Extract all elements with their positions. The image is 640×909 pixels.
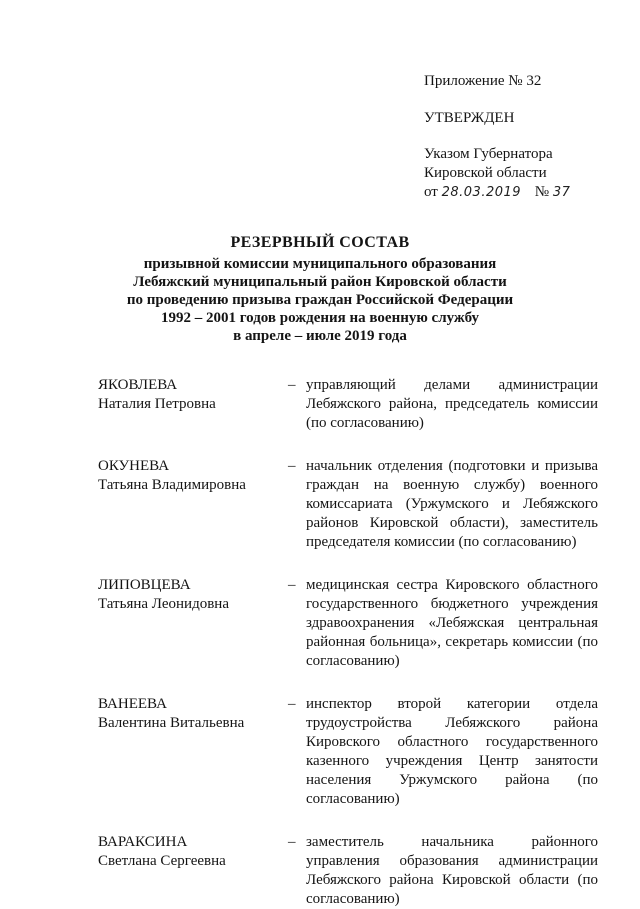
handwritten-date: 28.03.2019: [441, 185, 522, 200]
member-surname: ЯКОВЛЕВА: [98, 377, 178, 393]
member-dash: –: [288, 458, 296, 474]
member-entry: [98, 833, 598, 909]
title-line: в апреле – июле 2019 года: [233, 328, 407, 344]
approved-label: УТВЕРЖДЕН: [424, 110, 515, 126]
approval-header: [424, 72, 570, 202]
appendix-number: Приложение № 32: [424, 73, 542, 89]
member-given-name: Татьяна Владимировна: [98, 477, 246, 493]
member-role: медицинская сестра Кировского областного государственного бюджетного учреждения здравоохранения «Лебяжская центральная районная больница», секретарь комиссии (по согласованию): [306, 577, 598, 669]
member-name: [98, 833, 288, 909]
member-role: управляющий делами администрации Лебяжского района, председатель комиссии (по согласованию): [306, 377, 598, 431]
title-line: 1992 – 2001 годов рождения на военную службу: [160, 310, 480, 326]
member-surname: ВАНЕЕВА: [98, 696, 167, 712]
member-dash: –: [288, 696, 296, 712]
member-role: инспектор второй категории отдела трудоустройства Лебяжского района Кировского областного государственного казенного учреждения Центр занятости населения Уржумского района (по согласованию): [306, 696, 598, 807]
member-given-name: Валентина Витальевна: [98, 715, 245, 731]
title-line: Лебяжский муниципальный район Кировской области: [133, 274, 507, 290]
member-surname: ЛИПОВЦЕВА: [98, 577, 191, 593]
member-entry: [98, 457, 598, 552]
member-entry: [98, 376, 598, 433]
date-prefix: от: [424, 184, 438, 200]
member-surname: ОКУНЕВА: [98, 458, 170, 474]
member-dash: –: [288, 577, 296, 593]
member-name: [98, 457, 288, 552]
member-name: [98, 376, 288, 433]
member-dash: –: [288, 377, 296, 393]
decree-line-2: Кировской области: [424, 165, 547, 181]
member-name: [98, 695, 288, 809]
member-entry: [98, 695, 598, 809]
number-prefix: №: [534, 184, 550, 200]
title-line: по проведению призыва граждан Российской Федерации: [126, 292, 514, 308]
decree-line-1: Указом Губернатора: [424, 146, 553, 162]
member-surname: ВАРАКСИНА: [98, 834, 188, 850]
member-role: заместитель начальника районного управления образования администрации Лебяжского района Кировской области (по согласованию): [306, 834, 598, 907]
member-name: [98, 576, 288, 671]
member-entry: [98, 576, 598, 671]
members-list: [98, 376, 598, 909]
member-dash: –: [288, 834, 296, 850]
handwritten-number: 37: [552, 185, 571, 200]
member-given-name: Наталия Петровна: [98, 396, 216, 412]
title-line: призывной комиссии муниципального образования: [143, 256, 497, 272]
document-title: [96, 234, 544, 345]
title-main: РЕЗЕРВНЫЙ СОСТАВ: [230, 234, 410, 251]
decree-date-line: [424, 183, 570, 202]
member-given-name: Светлана Сергеевна: [98, 853, 226, 869]
member-role: начальник отделения (подготовки и призыва граждан на военную службу) военного комиссариата (Уржумского и Лебяжского районов Кировской области), заместитель председателя комиссии (по согласованию): [306, 458, 598, 550]
member-given-name: Татьяна Леонидовна: [98, 596, 229, 612]
